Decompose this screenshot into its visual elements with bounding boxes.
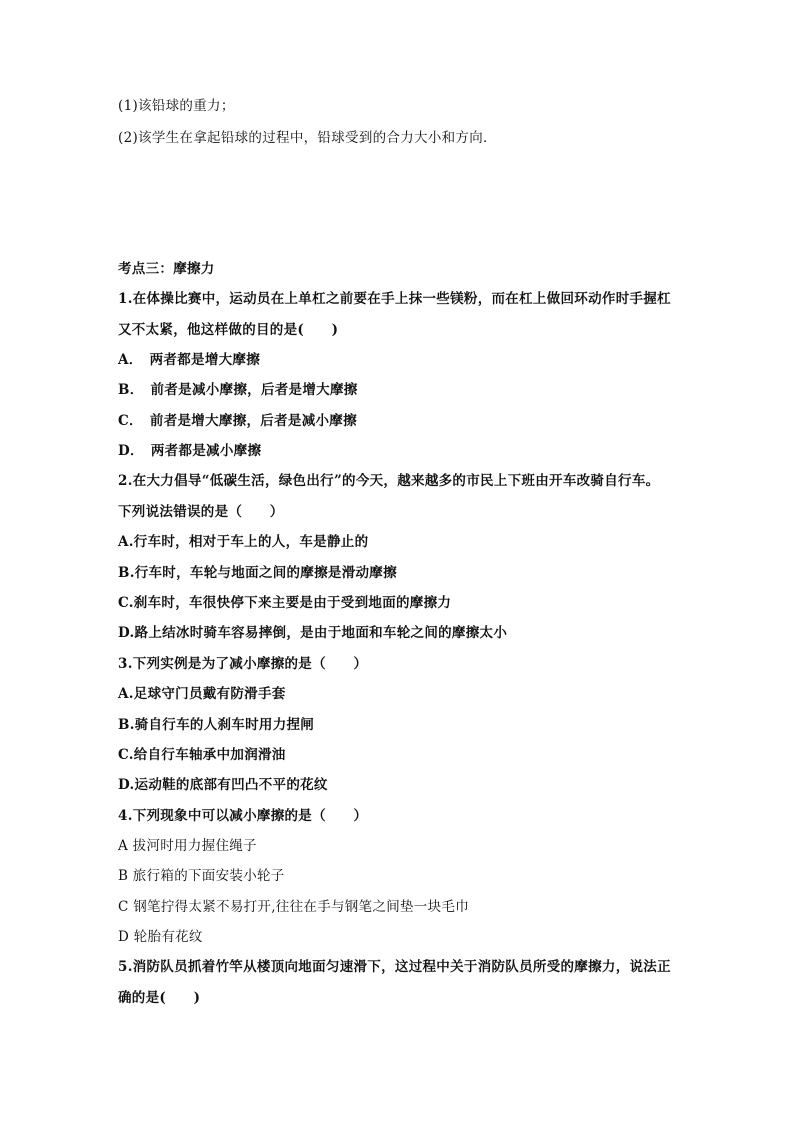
question-5-stem-line-2: 确的是( ) (118, 990, 201, 1006)
question-4-stem: 4.下列现象中可以减小摩擦的是（ ） (118, 808, 368, 824)
question-3-option-a: A.足球守门员戴有防滑手套 (118, 686, 286, 702)
question-1-stem-line-2: 又不太紧，他这样做的目的是( ) (118, 322, 339, 338)
sub-question-2: (2)该学生在拿起铅球的过程中，铅球受到的合力大小和方向． (118, 130, 497, 146)
question-3-option-c: C.给自行车轴承中加润滑油 (118, 747, 286, 763)
question-2-option-d: D.路上结冰时骑车容易摔倒，是由于地面和车轮之间的摩擦太小 (118, 625, 508, 641)
question-1-option-d: D． 两者都是减小摩擦 (118, 443, 262, 459)
question-2-option-a: A.行车时，相对于车上的人，车是静止的 (118, 534, 369, 550)
question-1-stem-line-1: 1.在体操比赛中，运动员在上单杠之前要在手上抹一些镁粉，而在杠上做回环动作时手握杠 (118, 291, 671, 307)
question-1-option-a: A． 两者都是增大摩擦 (118, 352, 261, 368)
question-3-option-b: B.骑自行车的人刹车时用力捏闸 (118, 717, 315, 733)
question-3-stem: 3.下列实例是为了减小摩擦的是（ ） (118, 656, 368, 672)
section-heading: 考点三：摩擦力 (118, 261, 215, 277)
question-4-option-c: C 钢笔拧得太紧不易打开,往往在手与钢笔之间垫一块毛巾 (118, 899, 470, 915)
question-4-option-d: D 轮胎有花纹 (118, 929, 203, 945)
question-1-option-b: B． 前者是减小摩擦，后者是增大摩擦 (118, 382, 358, 398)
question-4-option-b: B 旅行箱的下面安装小轮子 (118, 868, 285, 884)
sub-question-1: (1)该铅球的重力； (118, 98, 235, 114)
question-2-stem-line-1: 2.在大力倡导“低碳生活，绿色出行”的今天，越来越多的市民上下班由开车改骑自行车。 (118, 473, 660, 489)
question-2-stem-line-2: 下列说法错误的是（ ） (118, 504, 284, 520)
question-4-option-a: A 拔河时用力握住绳子 (118, 838, 257, 854)
question-1-option-c: C． 前者是增大摩擦，后者是减小摩擦 (118, 413, 357, 429)
question-2-option-c: C.刹车时，车很快停下来主要是由于受到地面的摩擦力 (118, 595, 452, 611)
question-2-option-b: B.行车时，车轮与地面之间的摩擦是滑动摩擦 (118, 565, 397, 581)
question-3-option-d: D.运动鞋的底部有凹凸不平的花纹 (118, 777, 328, 793)
question-5-stem-line-1: 5.消防队员抓着竹竿从楼顶向地面匀速滑下，这过程中关于消防队员所受的摩擦力，说法正 (118, 959, 671, 975)
